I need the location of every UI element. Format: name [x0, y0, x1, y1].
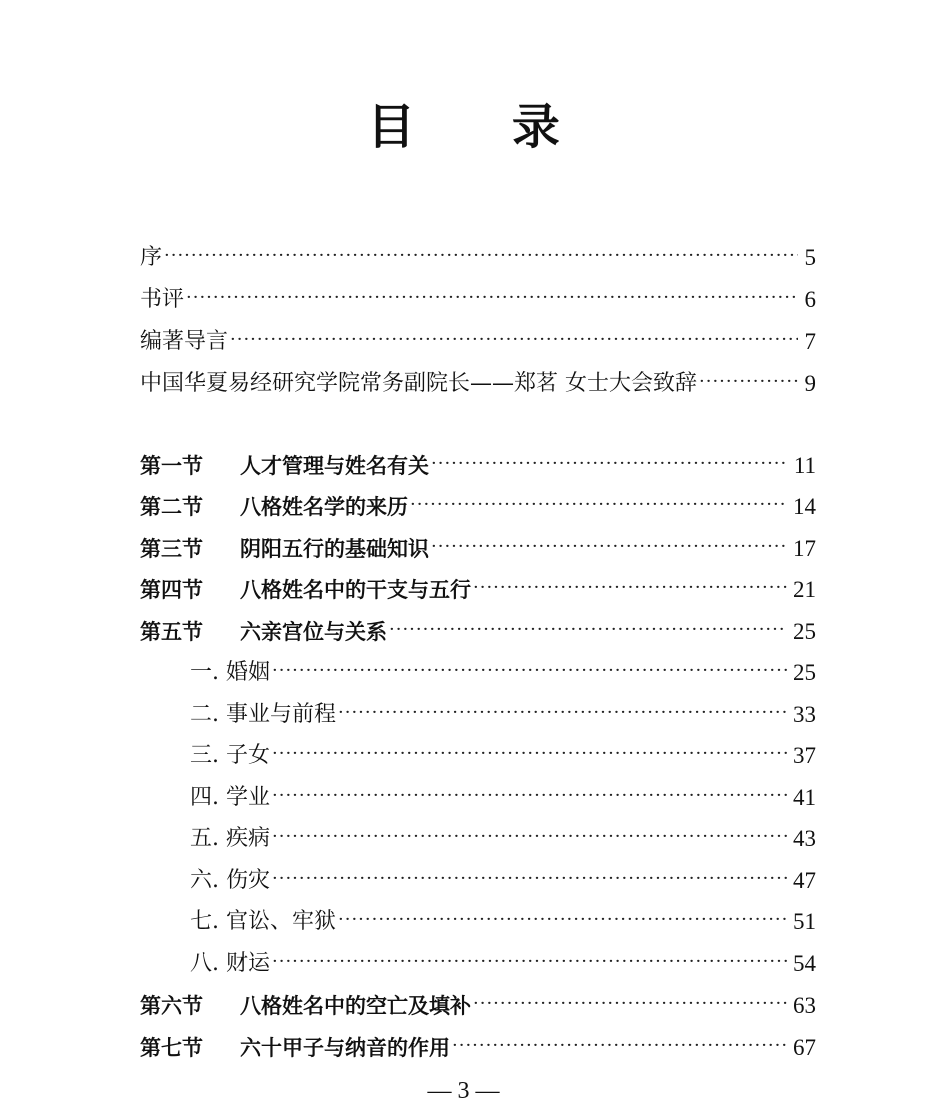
- section-title: 人才管理与姓名有关: [240, 454, 429, 478]
- section-number: 第三节: [140, 537, 203, 561]
- section-number: 第一节: [140, 454, 203, 478]
- dot-leader: [272, 867, 787, 891]
- toc-subsection-2[interactable]: [190, 693, 816, 729]
- toc-page-number: 25: [793, 660, 816, 685]
- toc-subsection-1[interactable]: [190, 651, 816, 687]
- toc-entry-introduction[interactable]: [140, 320, 816, 356]
- toc-subsection-8[interactable]: [190, 942, 816, 978]
- toc-entry-preface[interactable]: [140, 236, 816, 272]
- toc-entry-label: 序: [140, 245, 163, 270]
- toc-entry-label: 五. 疾病: [190, 826, 270, 851]
- dot-leader: [186, 286, 798, 310]
- toc-entry-label: 二. 事业与前程: [190, 702, 336, 727]
- toc-page-number: 9: [804, 371, 816, 396]
- toc-entry-label: 七. 官讼、牢狱: [190, 909, 336, 934]
- section-title: 阴阳五行的基础知识: [240, 537, 429, 561]
- toc-section-label: [140, 618, 387, 646]
- dot-leader: [389, 618, 787, 642]
- toc-section-label: [140, 992, 471, 1020]
- section-number: 第二节: [140, 495, 203, 519]
- toc-page-number: 63: [793, 993, 816, 1018]
- toc-page-number: 33: [793, 702, 816, 727]
- dot-leader: [452, 1034, 787, 1058]
- toc-section-1[interactable]: [140, 444, 816, 480]
- toc-page-number: 17: [793, 536, 816, 561]
- toc-section-3[interactable]: [140, 527, 816, 563]
- toc-entry-label: 三. 子女: [190, 743, 270, 768]
- section-title: 八格姓名中的干支与五行: [240, 578, 471, 602]
- section-title: 八格姓名中的空亡及填补: [240, 994, 471, 1018]
- toc-page-number: 51: [793, 909, 816, 934]
- toc-entry-label: 八. 财运: [190, 951, 270, 976]
- toc-page-number: 54: [793, 951, 816, 976]
- toc-section-label: [140, 576, 471, 604]
- dot-leader: [272, 825, 787, 849]
- toc-subsection-4[interactable]: [190, 776, 816, 812]
- section-number: 第五节: [140, 620, 203, 644]
- toc-section-6[interactable]: [140, 984, 816, 1020]
- toc-page-number: 6: [804, 287, 816, 312]
- toc-subsection-5[interactable]: [190, 817, 816, 853]
- toc-page-number: 37: [793, 743, 816, 768]
- toc-subsection-7[interactable]: [190, 900, 816, 936]
- section-number: 第四节: [140, 578, 203, 602]
- dot-leader: [431, 535, 787, 559]
- section-title: 六十甲子与纳音的作用: [240, 1036, 450, 1060]
- toc-entry-review[interactable]: [140, 278, 816, 314]
- toc-page-number: 41: [793, 785, 816, 810]
- dot-leader: [230, 328, 798, 352]
- toc-section-label: [140, 452, 429, 480]
- dot-leader: [272, 950, 787, 974]
- toc-entry-label: 一. 婚姻: [190, 660, 270, 685]
- dot-leader: [272, 659, 787, 683]
- toc-entry-label: 中国华夏易经研究学院常务副院长——郑茗 女士大会致辞: [140, 371, 697, 396]
- toc-page-number: 43: [793, 826, 816, 851]
- dot-leader: [431, 452, 788, 476]
- toc-section-4[interactable]: [140, 568, 816, 604]
- dot-leader: [473, 992, 787, 1016]
- toc-entry-label: 四. 学业: [190, 785, 270, 810]
- toc-page-number: 67: [793, 1035, 816, 1060]
- section-title: 六亲宫位与关系: [240, 620, 387, 644]
- toc-page-number: 14: [793, 494, 816, 519]
- toc-page-number: 25: [793, 619, 816, 644]
- dot-leader: [164, 244, 798, 268]
- toc-entry-label: 六. 伤灾: [190, 868, 270, 893]
- dot-leader: [272, 784, 787, 808]
- toc-page-number: 11: [793, 453, 816, 478]
- toc-page-number: 21: [793, 577, 816, 602]
- toc-section-5[interactable]: [140, 610, 816, 646]
- toc-entry-label: 编著导言: [140, 329, 229, 354]
- toc-section-label: [140, 493, 408, 521]
- section-number: 第七节: [140, 1036, 203, 1060]
- toc-section-2[interactable]: [140, 485, 816, 521]
- toc-page-number: 7: [804, 329, 816, 354]
- toc-section-label: [140, 1034, 450, 1062]
- dot-leader: [410, 493, 787, 517]
- dot-leader: [338, 701, 787, 725]
- toc-page-number: 47: [793, 868, 816, 893]
- toc-subsection-3[interactable]: [190, 734, 816, 770]
- page-number-footer: — 3 —: [427, 1078, 500, 1104]
- dot-leader: [699, 370, 798, 394]
- dot-leader: [338, 908, 787, 932]
- toc-section-label: [140, 535, 429, 563]
- toc-page-number: 5: [804, 245, 816, 270]
- toc-section-7[interactable]: [140, 1026, 816, 1062]
- toc-entry-speech[interactable]: [140, 362, 816, 398]
- toc-entry-label: 书评: [140, 287, 185, 312]
- dot-leader: [272, 742, 787, 766]
- section-number: 第六节: [140, 994, 203, 1018]
- page-title: 目 录: [367, 99, 600, 155]
- toc-subsection-6[interactable]: [190, 859, 816, 895]
- dot-leader: [473, 576, 787, 600]
- section-title: 八格姓名学的来历: [240, 495, 408, 519]
